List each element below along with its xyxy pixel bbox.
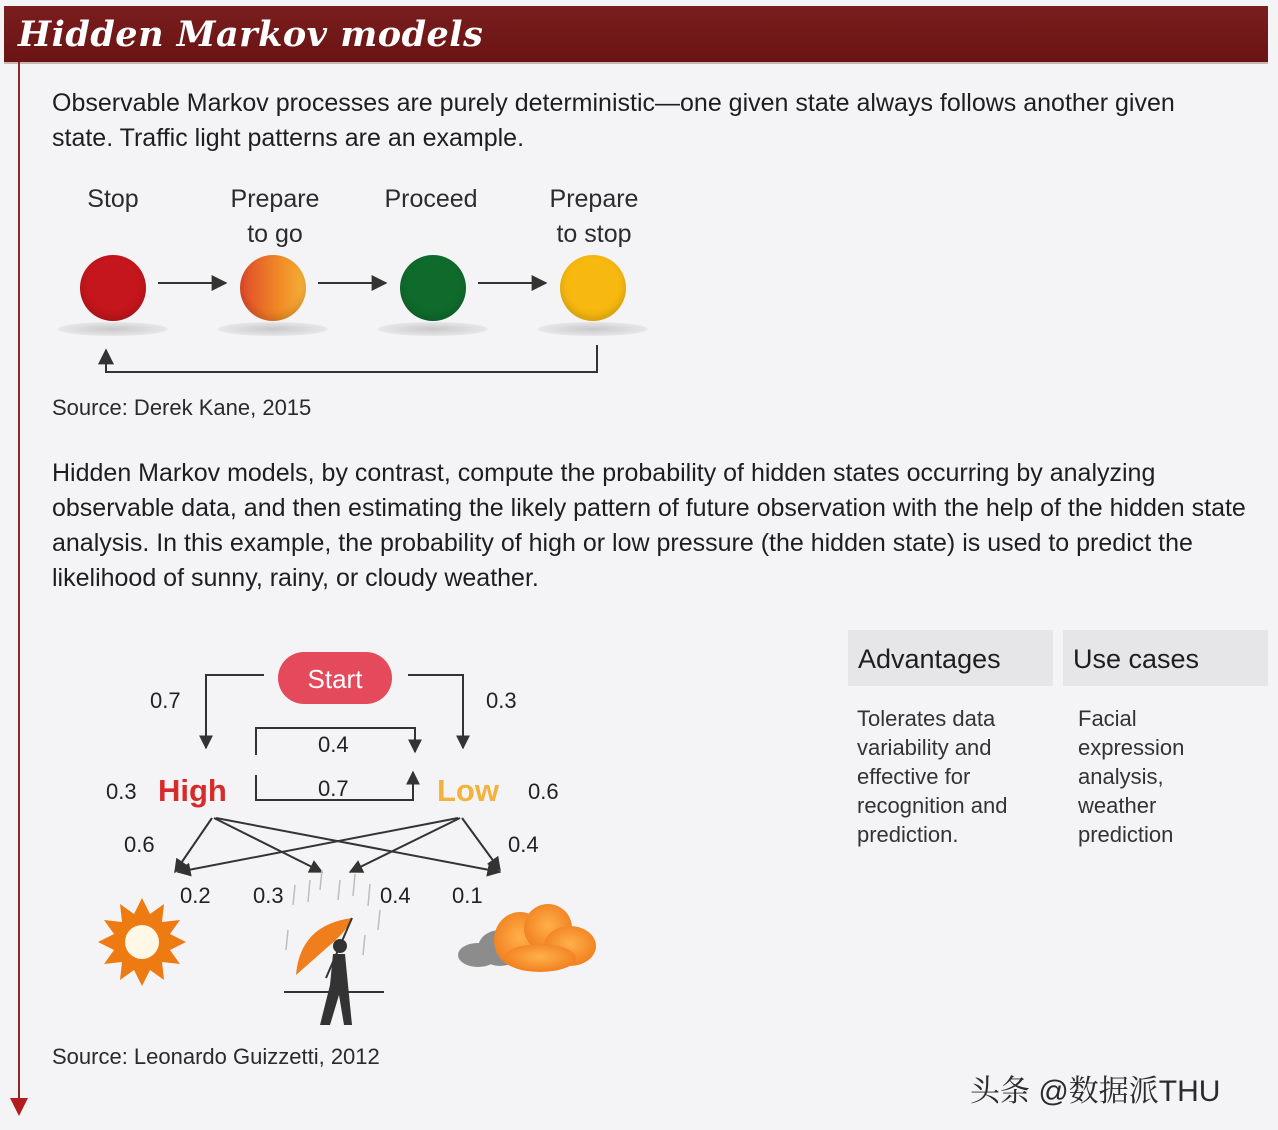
prob-low-rainy: 0.4: [380, 883, 411, 908]
arrow-low-to-cloudy: [462, 818, 500, 870]
prob-start-low: 0.3: [486, 688, 517, 713]
page-title: Hidden Markov models: [18, 14, 484, 55]
use-cases-body: Facial expression analysis, weather prediction: [1078, 706, 1185, 847]
arrow-low-to-rainy: [350, 818, 460, 872]
sun-icon: [98, 898, 186, 986]
state-label-prepare-to-stop: Prepare to stop: [549, 185, 639, 248]
source-guizzetti: Source: Leonardo Guizzetti, 2012: [52, 1044, 380, 1069]
prob-low-self: 0.6: [528, 779, 559, 804]
prob-high-sunny: 0.6: [124, 832, 155, 857]
prob-high-self: 0.3: [106, 779, 137, 804]
use-cases-heading: Use cases: [1063, 630, 1268, 686]
arrow-start-to-low: [408, 675, 463, 748]
prob-high-low: 0.4: [318, 732, 349, 757]
prob-low-high: 0.7: [318, 776, 349, 801]
advantages-heading: Advantages: [848, 630, 1053, 686]
intro-paragraph: Observable Markov processes are purely deterministic—one given state always follows another given state. Traffic light patterns are an example.: [52, 89, 1175, 152]
watermark: 头条 @数据派THU: [970, 1075, 1221, 1108]
source-kane: Source: Derek Kane, 2015: [52, 395, 312, 420]
arrow-high-to-rainy: [214, 818, 322, 872]
low-state-label: Low: [437, 773, 499, 808]
arrow-low-to-sunny: [178, 818, 458, 872]
arrow-high-to-cloudy: [216, 818, 500, 872]
state-label-proceed: Proceed: [384, 185, 478, 213]
arrow-high-to-sunny: [175, 818, 212, 872]
prob-high-cloudy: 0.1: [452, 883, 483, 908]
cloud-icon: [458, 904, 596, 972]
state-label-stop: Stop: [87, 185, 139, 213]
rainy-person-icon: [284, 870, 384, 1025]
prob-start-high: 0.7: [150, 688, 181, 713]
state-label-prepare-to-go: Prepare to go: [230, 185, 320, 248]
prob-high-rainy: 0.3: [253, 883, 284, 908]
prob-low-sunny: 0.2: [180, 883, 211, 908]
advantages-body: Tolerates data variability and effective for recognition and prediction.: [857, 706, 1008, 847]
high-state-label: High: [158, 773, 227, 808]
prob-low-cloudy: 0.4: [508, 832, 539, 857]
start-label: Start: [307, 664, 363, 694]
hmm-paragraph: Hidden Markov models, by contrast, compute the probability of hidden states occurring by analyzing observable data, and then estimating the likely pattern of future observation with the help of the hidden state analysis. In this example, the probability of high or low pressure (the hidden state) is used to predict the likelihood of sunny, rainy, or cloudy weather.: [52, 459, 1246, 592]
